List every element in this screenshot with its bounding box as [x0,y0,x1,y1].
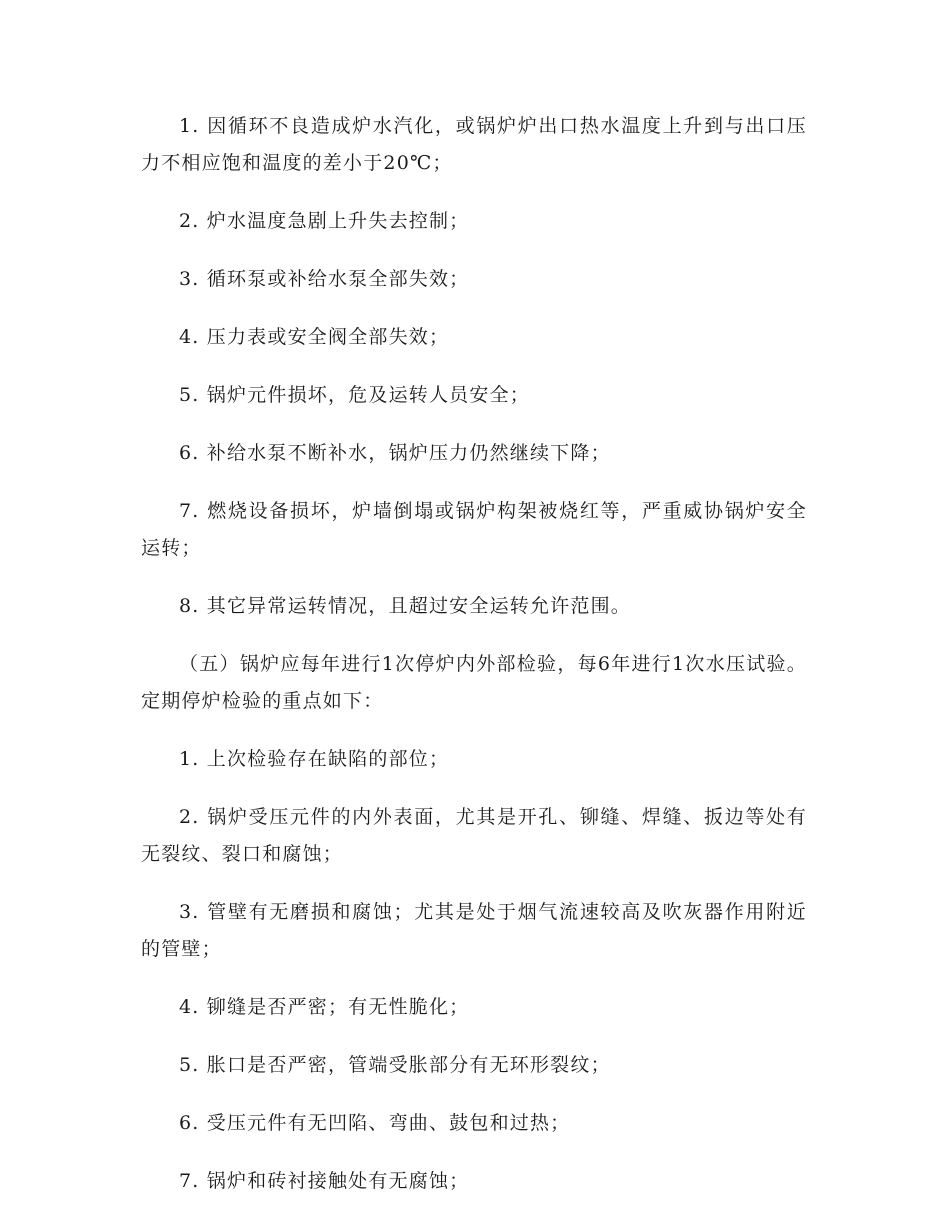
paragraph-shutdown-6: 6. 补给水泵不断补水，锅炉压力仍然继续下降； [179,442,611,464]
paragraph-inspection-3: 3. 管壁有无磨损和腐蚀；尤其是处于烟气流速较高及吹灰器作用附近的管壁； [141,901,807,960]
paragraph-inspection-5: 5. 胀口是否严密，管端受胀部分有无环形裂纹； [179,1054,611,1076]
paragraph-shutdown-8: 8. 其它异常运转情况，且超过安全运转允许范围。 [179,595,631,617]
paragraph-inspection-1: 1. 上次检验存在缺陷的部位； [179,748,450,770]
paragraph-shutdown-4: 4. 压力表或安全阀全部失效； [179,326,450,348]
paragraph-section-5: （五）锅炉应每年进行1次停炉内外部检验，每6年进行1次水压试验。定期停炉检验的重点如下： [141,653,807,712]
paragraph-inspection-2: 2. 锅炉受压元件的内外表面，尤其是开孔、铆缝、焊缝、扳边等处有无裂纹、裂口和腐蚀； [141,806,807,865]
paragraph-shutdown-2: 2. 炉水温度急剧上升失去控制； [179,210,470,232]
paragraph-shutdown-3: 3. 循环泵或补给水泵全部失效； [179,268,470,290]
paragraph-shutdown-1: 1. 因循环不良造成炉水汽化，或锅炉炉出口热水温度上升到与出口压力不相应饱和温度的差小于20℃； [141,115,807,174]
paragraph-inspection-4: 4. 铆缝是否严密；有无性脆化； [179,996,470,1018]
paragraph-shutdown-5: 5. 锅炉元件损坏，危及运转人员安全； [179,384,530,406]
paragraph-inspection-6: 6. 受压元件有无凹陷、弯曲、鼓包和过热； [179,1112,571,1134]
document-body [141,108,807,1221]
paragraph-inspection-7: 7. 锅炉和砖衬接触处有无腐蚀； [179,1170,470,1192]
paragraph-shutdown-7: 7. 燃烧设备损坏，炉墙倒塌或锅炉构架被烧红等，严重威协锅炉安全运转； [141,500,807,559]
